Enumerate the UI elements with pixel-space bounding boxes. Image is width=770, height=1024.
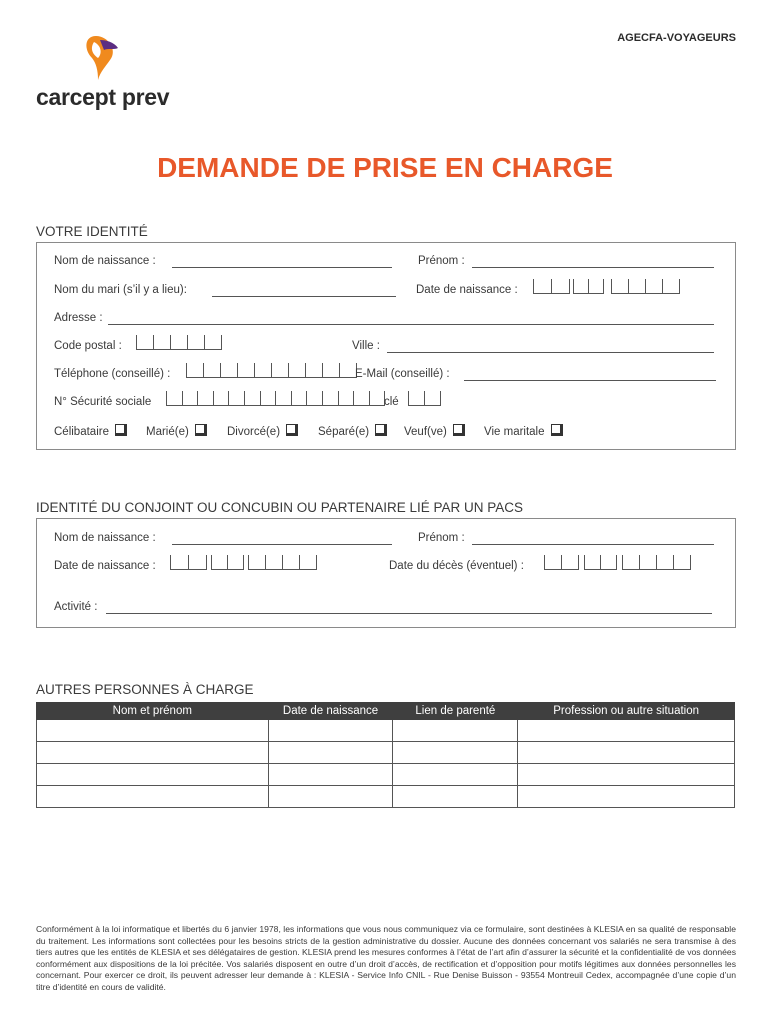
spouse-first-name-label: Prénom : <box>418 532 465 544</box>
ssn-key-label: clé <box>384 396 399 408</box>
dependents-section-title: AUTRES PERSONNES À CHARGE <box>36 682 254 697</box>
email-field[interactable] <box>464 368 716 381</box>
email-label: E-Mail (conseillé) : <box>355 368 450 380</box>
birth-date-day-field[interactable] <box>533 280 570 294</box>
spouse-section-title: IDENTITÉ DU CONJOINT OU CONCUBIN OU PARTENAIRE LIÉ PAR UN PACS <box>36 500 524 515</box>
status-divorce[interactable]: Divorcé(e) <box>227 424 298 438</box>
table-cell[interactable] <box>268 764 393 786</box>
table-cell[interactable] <box>518 786 735 808</box>
spouse-birth-date-day-field[interactable] <box>170 556 207 570</box>
column-header: Date de naissance <box>268 703 393 720</box>
table-cell[interactable] <box>393 720 518 742</box>
husband-name-field[interactable] <box>212 284 396 297</box>
status-vie-maritale[interactable]: Vie maritale <box>484 424 563 438</box>
status-celibataire[interactable]: Célibataire <box>54 424 127 438</box>
birth-date-month-field[interactable] <box>573 280 604 294</box>
city-field[interactable] <box>387 340 714 353</box>
spouse-birth-date-month-field[interactable] <box>211 556 244 570</box>
spouse-birth-name-label: Nom de naissance : <box>54 532 156 544</box>
table-header-row <box>37 703 735 720</box>
table-cell[interactable] <box>393 742 518 764</box>
spouse-death-date-month-field[interactable] <box>584 556 617 570</box>
table-cell[interactable] <box>518 720 735 742</box>
spouse-death-date-day-field[interactable] <box>544 556 579 570</box>
first-name-field[interactable] <box>472 255 714 268</box>
dependents-table <box>36 702 735 808</box>
carcept-prev-logo-icon <box>36 30 146 85</box>
spouse-death-date-year-field[interactable] <box>622 556 691 570</box>
spouse-activity-field[interactable] <box>106 601 712 614</box>
address-label: Adresse : <box>54 312 103 324</box>
city-label: Ville : <box>352 340 380 352</box>
status-marie[interactable]: Marié(e) <box>146 424 207 438</box>
table-cell[interactable] <box>268 786 393 808</box>
table-cell[interactable] <box>37 720 269 742</box>
first-name-label: Prénom : <box>418 255 465 267</box>
legal-notice: Conformément à la loi informatique et libertés du 6 janvier 1978, les informations que vous nous communiquez via ce formulaire, sont destinées à KLESIA en sa qualité de responsable du traitement. Les informations sont collectées pour les besoins stricts de la gestion administrative du dossier. Aucune des données concernant vos salariés ne sera transmise à des tiers autres que les entités de KLESIA et ses délégataires de gestion. KLESIA prend les mesures conformes à l’état de l’art afin d’assurer la sécurité et la confidentialité de vos données conformément aux dispositions de la loi précitée. Vos salariés disposent en outre d’un droit d’accès, de rectification et d’opposition pour motifs légitimes aux données personnelles les concernant. Pour exercer ce droit, ils peuvent adresser leur demande à : KLESIA - Service Info CNIL - Rue Denise Buisson - 93554 Montreuil Cedex, accompagnée d’une copie d’un titre d’identité en cours de validité. <box>36 924 736 992</box>
checkbox-icon[interactable] <box>195 424 207 436</box>
ssn-key-field[interactable] <box>408 392 441 406</box>
birth-date-year-field[interactable] <box>611 280 680 294</box>
table-cell[interactable] <box>268 742 393 764</box>
status-veuf[interactable]: Veuf(ve) <box>404 424 465 438</box>
table-row <box>37 742 735 764</box>
address-field[interactable] <box>108 312 714 325</box>
table-cell[interactable] <box>268 720 393 742</box>
brand-name: carcept prev <box>36 84 170 110</box>
column-header: Profession ou autre situation <box>518 703 735 720</box>
spouse-birth-name-field[interactable] <box>172 532 392 545</box>
table-row <box>37 786 735 808</box>
table-cell[interactable] <box>37 786 269 808</box>
ssn-label: N° Sécurité sociale <box>54 396 152 408</box>
table-cell[interactable] <box>393 764 518 786</box>
birth-date-label: Date de naissance : <box>416 284 518 296</box>
phone-label: Téléphone (conseillé) : <box>54 368 171 380</box>
ssn-field[interactable] <box>166 392 385 406</box>
table-row <box>37 764 735 786</box>
birth-name-field[interactable] <box>172 255 392 268</box>
table-cell[interactable] <box>37 764 269 786</box>
checkbox-icon[interactable] <box>551 424 563 436</box>
checkbox-icon[interactable] <box>286 424 298 436</box>
table-cell[interactable] <box>518 742 735 764</box>
husband-name-label: Nom du mari (s’il y a lieu): <box>54 284 187 296</box>
checkbox-icon[interactable] <box>375 424 387 436</box>
spouse-birth-date-year-field[interactable] <box>248 556 317 570</box>
postal-code-field[interactable] <box>136 336 222 350</box>
table-cell[interactable] <box>393 786 518 808</box>
spouse-death-date-label: Date du décès (éventuel) : <box>389 560 524 572</box>
birth-name-label: Nom de naissance : <box>54 255 156 267</box>
page-title: DEMANDE DE PRISE EN CHARGE <box>157 152 613 183</box>
spouse-first-name-field[interactable] <box>472 532 714 545</box>
checkbox-icon[interactable] <box>115 424 127 436</box>
spouse-activity-label: Activité : <box>54 601 98 613</box>
column-header: Lien de parenté <box>393 703 518 720</box>
postal-code-label: Code postal : <box>54 340 122 352</box>
table-cell[interactable] <box>518 764 735 786</box>
table-cell[interactable] <box>37 742 269 764</box>
table-row <box>37 720 735 742</box>
phone-field[interactable] <box>186 364 357 378</box>
spouse-birth-date-label: Date de naissance : <box>54 560 156 572</box>
checkbox-icon[interactable] <box>453 424 465 436</box>
identity-section-title: VOTRE IDENTITÉ <box>36 224 148 239</box>
status-separe[interactable]: Séparé(e) <box>318 424 387 438</box>
column-header: Nom et prénom <box>37 703 269 720</box>
organization-label: AGECFA-VOYAGEURS <box>617 32 736 44</box>
